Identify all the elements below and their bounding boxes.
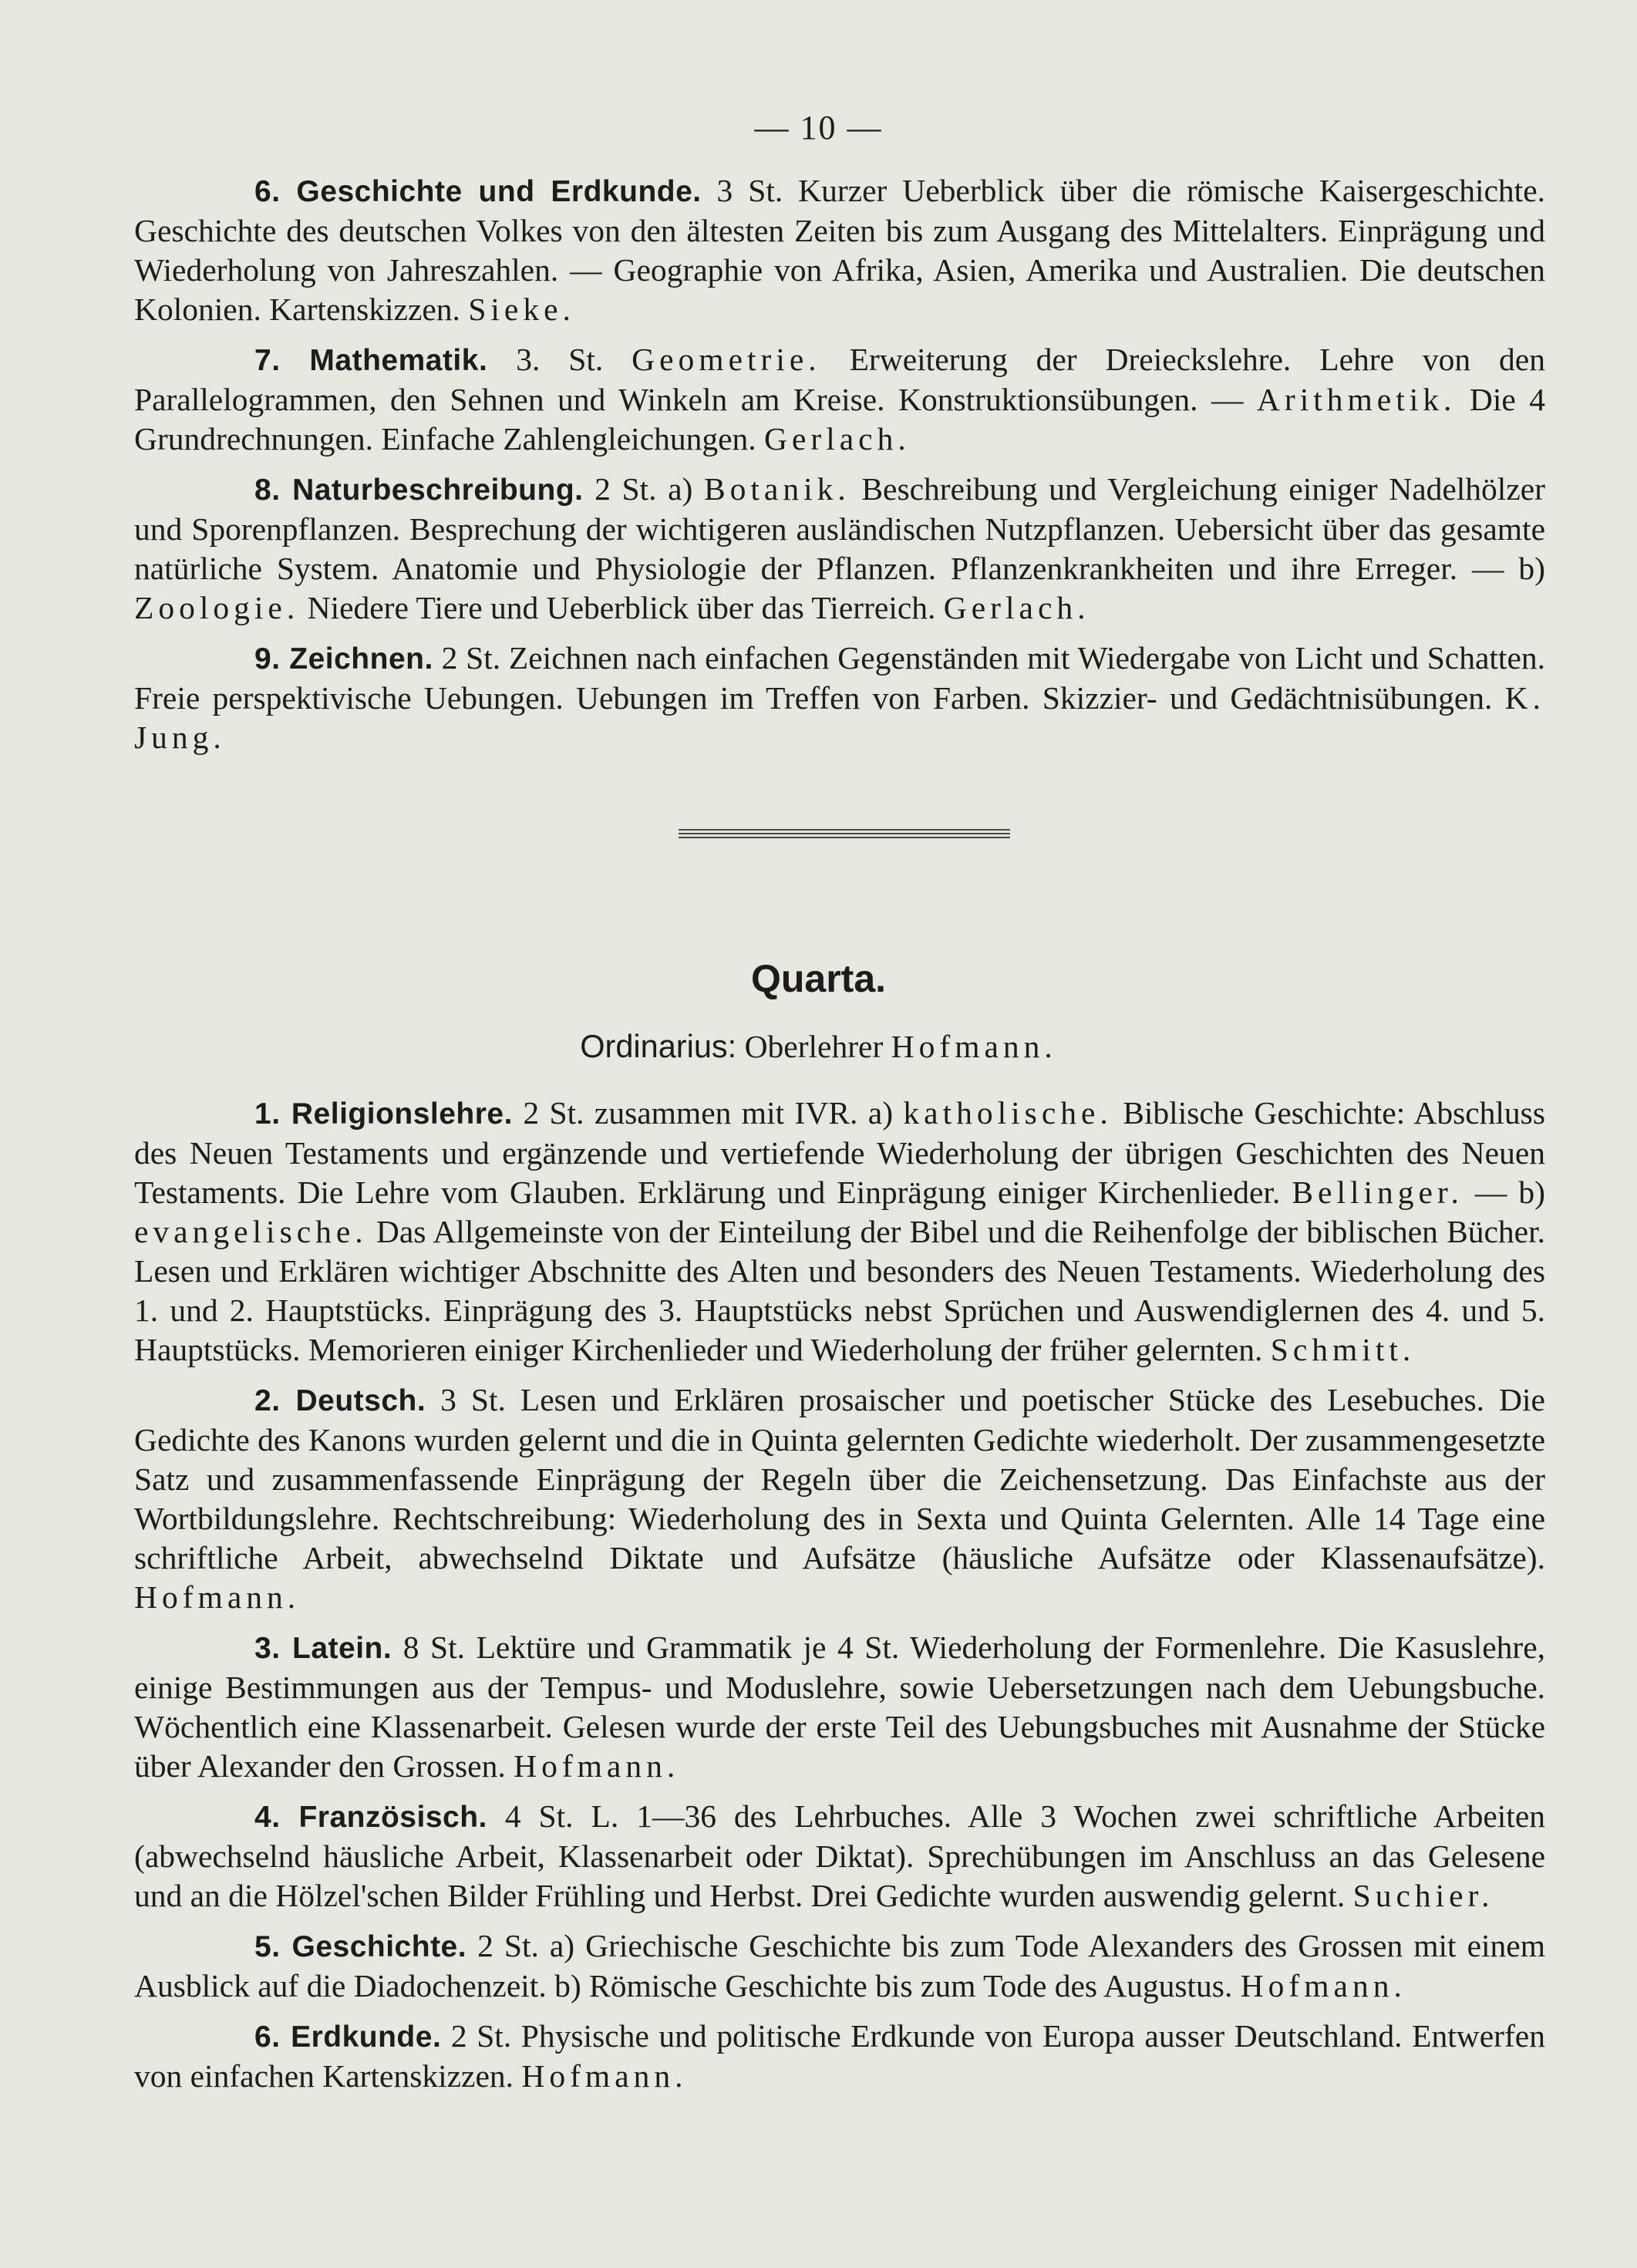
subject-heading: 7. Mathematik. [254,344,488,377]
subject-heading: 5. Geschichte. [254,1930,467,1963]
subject-religionslehre: 1. Religionslehre. 2 St. zusammen mit IVR. a) katholische. Biblische Geschichte: Abschluss des Neuen Testaments und ergänzende und vertiefende Wiederholung der übrigen Geschichten des Neuen Testaments. Die Lehre vom Glauben. Erklärung und Einprägung einiger Kirchenlieder. Bellinger. — b) evangelische. Das Allgemeinste von der Einteilung der Bibel und die Reihenfolge der biblischen Bücher. Lesen und Erklären wichtiger Abschnitte des Alten und besonders des Neuen Testaments. Wiederholung des 1. und 2. Hauptstücks. Einprägung des 3. Hauptstücks nebst Sprüchen und Auswendiglernen des 4. und 5. Hauptstücks. Memorieren einiger Kirchenlieder und Wiederholung der früher gelernten. Schmitt. [134,1095,1545,1367]
subject-franzoesisch: 4. Französisch. 4 St. L. 1—36 des Lehrbuches. Alle 3 Wochen zwei schriftliche Arbeiten (abwechselnd häusliche Arbeit, Klassenarbeit oder Diktat). Sprechübungen im Anschluss an das Gelesene und an die Hölzel'schen Bilder Frühling und Herbst. Drei Gedichte wurden auswendig gelernt. Suchier. [134,1798,1545,1913]
teacher-name: Suchier. [1352,1878,1494,1913]
subject-naturbeschreibung: 8. Naturbeschreibung. 2 St. a) Botanik. Beschreibung und Vergleichung einiger Nadelhölzer und Sporenpflanzen. Besprechung der wichtigeren ausländischen Nutzpflanzen. Uebersicht über das gesamte natürliche System. Anatomie und Physiologie der Pflanzen. Pflanzenkrankheiten und ihre Erreger. — b) Zoologie. Niedere Tiere und Ueberblick über das Tierreich. Gerlach. [134,471,1546,625]
teacher-name: Hofmann. [514,1748,680,1784]
subject-heading: 8. Naturbeschreibung. [254,473,584,507]
subject-geschichte: 5. Geschichte. 2 St. a) Griechische Geschichte bis zum Tode Alexanders des Grossen mit einem Ausblick auf die Diadochenzeit. b) Römische Geschichte bis zum Tode des Augustus. Hofmann. [134,1928,1545,2003]
subject-latein: 3. Latein. 8 St. Lektüre und Grammatik je 4 St. Wiederholung der Formenlehre. Die Kasuslehre, einige Bestimmungen aus der Tempus- und Moduslehre, sowie Uebersetzungen nach dem Uebungsbuche. Wöchentlich eine Klassenarbeit. Gelesen wurde der erste Teil des Uebungsbuches mit Ausnahme der Stücke über Alexander den Grossen. Hofmann. [134,1629,1546,1784]
subject-mathematik: 7. Mathematik. 3. St. Geometrie. Erweiterung der Dreieckslehre. Lehre von den Parallelogrammen, den Sehnen und Winkeln am Kreise. Konstruktionsübungen. — Arithmetik. Die 4 Grundrechnungen. Einfache Zahlengleichungen. Gerlach. [134,342,1546,457]
subject-heading: 3. Latein. [254,1632,392,1665]
subject-heading: 4. Französisch. [254,1801,487,1834]
page-number: — 10 — [754,109,883,147]
section-title: Quarta. [750,957,887,1000]
subject-heading: 1. Religionslehre. [254,1097,513,1131]
teacher-name: Hofmann. [134,1579,301,1615]
teacher-name: Gerlach. [943,590,1090,625]
ordinarius-name: Hofmann. [891,1029,1057,1064]
teacher-name: K. Jung. [134,680,1545,755]
section-part2 [134,1094,1545,2107]
teacher-name: Sieke. [468,292,575,327]
subject-erdkunde: 6. Erdkunde. 2 St. Physische und politische Erdkunde von Europa ausser Deutschland. Entwerfen von einfachen Kartenskizzen. Hofmann. [134,2018,1545,2094]
teacher-name: Hofmann. [521,2058,688,2094]
section-part1 [134,171,1545,768]
subject-deutsch: 2. Deutsch. 3 St. Lesen und Erklären prosaischer und poetischer Stücke des Lesebuches. Die Gedichte des Kanons wurden gelernt und die in Quinta gelernten Gedichte wiederholt. Der zusammengesetzte Satz und zusammenfassende Einprägung der Regeln über die Zeichensetzung. Das Einfachste aus der Wortbildungslehre. Rechtschreibung: Wiederholung des in Sexta und Quinta Gelernten. Alle 14 Tage eine schriftliche Arbeit, abwechselnd Diktate und Aufsätze (häusliche Aufsätze oder Klassenaufsätze). Hofmann. [134,1382,1545,1615]
ordinarius-line: Ordinarius: Oberlehrer Hofmann. [580,1028,1057,1064]
section-divider [679,829,1010,838]
subject-heading: 2. Deutsch. [254,1384,426,1417]
teacher-name: Schmitt. [1270,1332,1416,1367]
teacher-name: Gerlach. [764,421,911,457]
subject-zeichnen: 9. Zeichnen. 2 St. Zeichnen nach einfachen Gegenständen mit Wiedergabe von Licht und Schatten. Freie perspektivische Uebungen. Uebungen im Treffen von Farben. Skizzier- und Gedächtnisübungen. K. Jung. [134,640,1545,755]
subject-heading: 9. Zeichnen. [254,642,433,676]
subject-geschichte-erdkunde: 6. Geschichte und Erdkunde. 3 St. Kurzer Ueberblick über die römische Kaisergeschichte. Geschichte des deutschen Volkes von den ältesten Zeiten bis zum Ausgang des Mittelalters. Einprägung und Wiederholung von Jahreszahlen. — Geographie von Afrika, Asien, Amerika und Australien. Die deutschen Kolonien. Kartenskizzen. Sieke. [134,173,1545,327]
subject-heading: 6. Erdkunde. [254,2020,442,2054]
teacher-name: Hofmann. [1240,1968,1406,2003]
subject-heading: 6. Geschichte und Erdkunde. [254,175,702,208]
